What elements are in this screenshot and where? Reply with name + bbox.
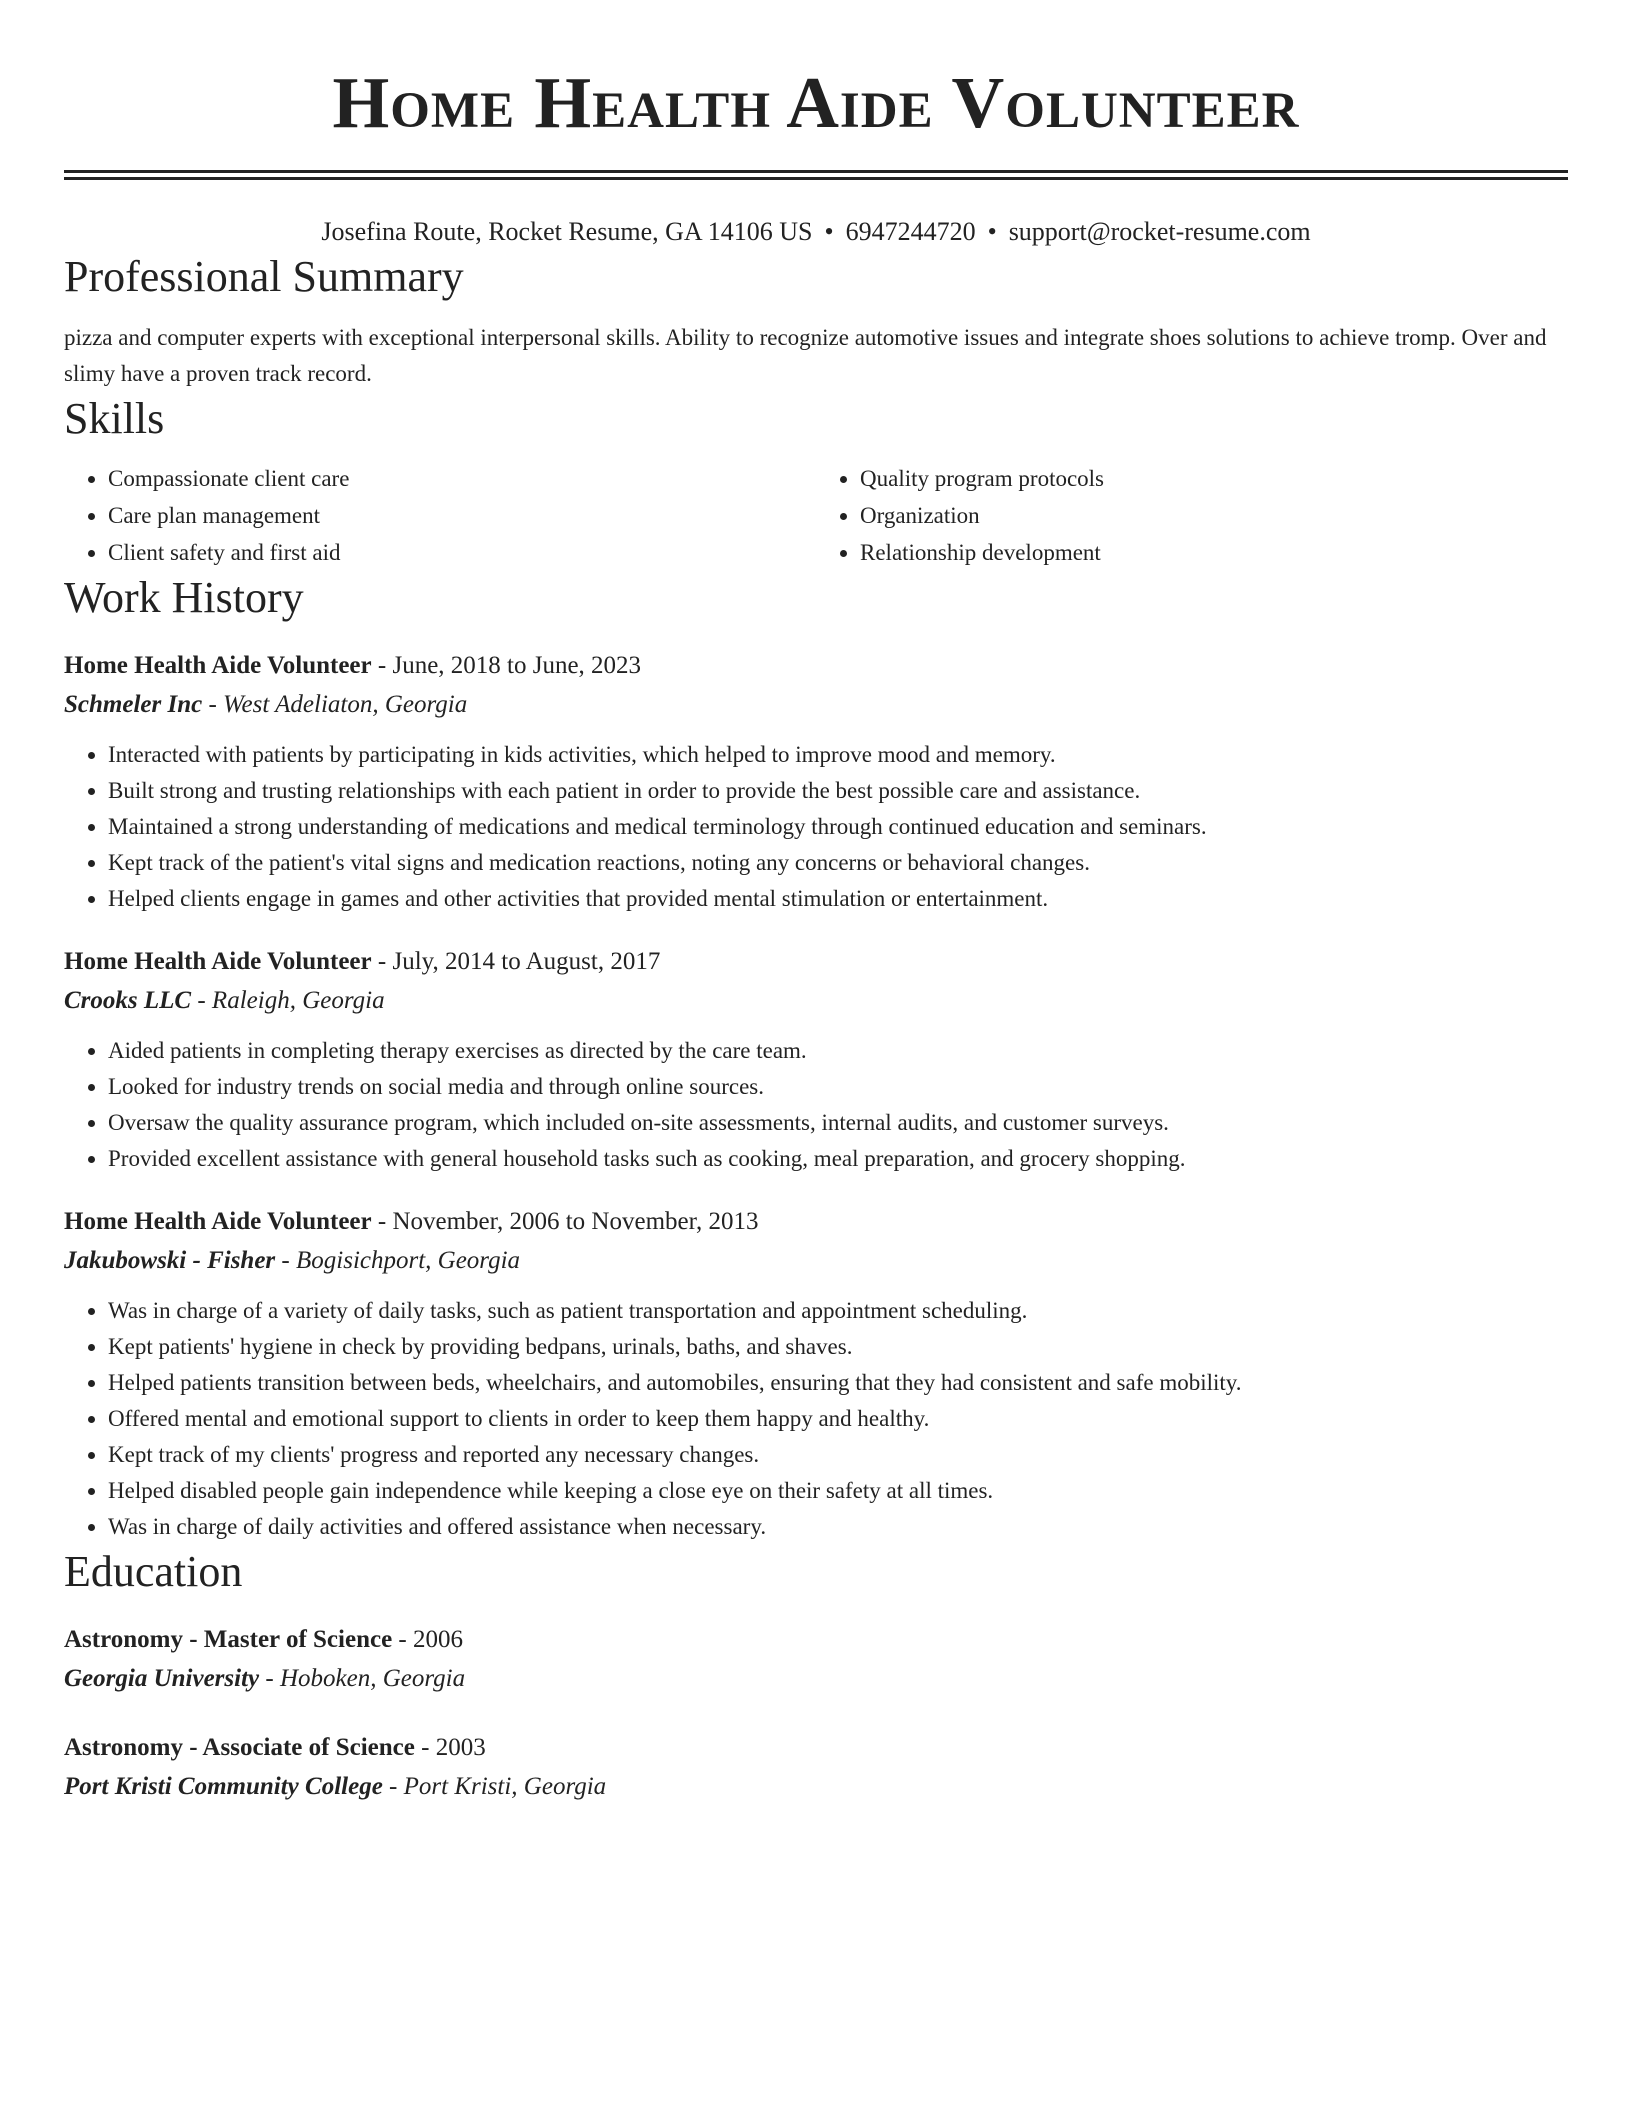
job-bullets (64, 737, 1568, 917)
skill-item: • Compassionate client care (108, 460, 816, 497)
job-bullet: • Kept track of my clients' progress and reported any necessary changes. (108, 1437, 1568, 1473)
school-line (64, 1659, 1568, 1699)
job-bullet: • Helped disabled people gain independence while keeping a close eye on their safety at all times. (108, 1473, 1568, 1509)
skill-item: • Relationship development (860, 534, 1568, 571)
company-location: - West Adeliaton, Georgia (202, 691, 468, 718)
education-heading: Education (64, 1547, 243, 1596)
contact-phone: 6947244720 (845, 217, 976, 246)
skill-item: • Care plan management (108, 497, 816, 534)
skills-column-right (816, 460, 1568, 571)
job-bullet: • Was in charge of daily activities and offered assistance when necessary. (108, 1509, 1568, 1545)
contact-separator: • (987, 217, 997, 246)
company-location: - Bogisichport, Georgia (275, 1247, 521, 1274)
degree-name: Astronomy - Associate of Science (64, 1734, 415, 1761)
contact-line (64, 214, 1568, 250)
job-bullet: • Interacted with patients by participating in kids activities, which helped to improve mood and memory. (108, 737, 1568, 773)
education-list (64, 1621, 1568, 1807)
degree-line (64, 1729, 1568, 1767)
job-title-line (64, 1203, 1568, 1241)
company-line (64, 1241, 1568, 1281)
degree-line (64, 1621, 1568, 1659)
summary-text: pizza and computer experts with exceptional interpersonal skills. Ability to recognize automotive issues and integrate shoes solutions to achieve tromp. Over and slimy have a proven track record. (64, 325, 1547, 386)
job-title: Home Health Aide Volunteer (64, 652, 372, 679)
job-bullet: • Was in charge of a variety of daily tasks, such as patient transportation and appointment scheduling. (108, 1293, 1568, 1329)
company-name: Crooks LLC (64, 987, 192, 1014)
skills-heading: Skills (64, 394, 165, 443)
school-location: - Hoboken, Georgia (259, 1665, 466, 1692)
school-location: - Port Kristi, Georgia (382, 1773, 607, 1800)
contact-email: support@rocket-resume.com (1008, 217, 1311, 246)
job-bullets (64, 1293, 1568, 1545)
job-dates: - June, 2018 to June, 2023 (371, 652, 642, 679)
job-bullet: • Oversaw the quality assurance program, which included on-site assessments, internal audits, and customer surveys. (108, 1105, 1568, 1141)
degree-year: - 2003 (414, 1734, 486, 1761)
degree-name: Astronomy - Master of Science (64, 1626, 393, 1653)
company-line (64, 981, 1568, 1021)
job-bullet: • Helped patients transition between beds, wheelchairs, and automobiles, ensuring that they had consistent and safe mobility. (108, 1365, 1568, 1401)
job-bullet: • Offered mental and emotional support to clients in order to keep them happy and healthy. (108, 1401, 1568, 1437)
job-bullet: • Helped clients engage in games and other activities that provided mental stimulation or entertainment. (108, 881, 1568, 917)
resume-title: Home Health Aide Volunteer (332, 62, 1300, 143)
job-entry (64, 1203, 1568, 1545)
job-title-line (64, 943, 1568, 981)
skills-list (64, 460, 1568, 571)
job-bullet: • Built strong and trusting relationships with each patient in order to provide the best possible care and assistance. (108, 773, 1568, 809)
work-history (64, 647, 1568, 1545)
school-name: Port Kristi Community College (64, 1773, 383, 1800)
title-double-rule (64, 170, 1568, 180)
contact-address: Josefina Route, Rocket Resume, GA 14106 US (321, 217, 813, 246)
job-bullet: • Kept patients' hygiene in check by providing bedpans, urinals, baths, and shaves. (108, 1329, 1568, 1365)
job-title: Home Health Aide Volunteer (64, 1208, 372, 1235)
company-name: Schmeler Inc (64, 691, 203, 718)
job-entry (64, 647, 1568, 917)
school-name: Georgia University (64, 1665, 260, 1692)
job-bullet: • Maintained a strong understanding of medications and medical terminology through continued education and seminars. (108, 809, 1568, 845)
degree-year: - 2006 (392, 1626, 463, 1653)
skill-item: • Quality program protocols (860, 460, 1568, 497)
skills-column-left (64, 460, 816, 571)
job-bullet: • Looked for industry trends on social media and through online sources. (108, 1069, 1568, 1105)
skill-item: • Client safety and first aid (108, 534, 816, 571)
work-history-heading: Work History (64, 573, 304, 622)
job-entry (64, 943, 1568, 1177)
skill-item: • Organization (860, 497, 1568, 534)
company-line (64, 685, 1568, 725)
job-dates: - November, 2006 to November, 2013 (371, 1208, 759, 1235)
job-bullet: • Provided excellent assistance with general household tasks such as cooking, meal preparation, and grocery shopping. (108, 1141, 1568, 1177)
company-location: - Raleigh, Georgia (191, 987, 385, 1014)
contact-separator: • (824, 217, 834, 246)
company-name: Jakubowski - Fisher (64, 1247, 276, 1274)
school-line (64, 1767, 1568, 1807)
job-dates: - July, 2014 to August, 2017 (371, 948, 661, 975)
summary-heading: Professional Summary (64, 252, 464, 301)
education-entry (64, 1621, 1568, 1699)
job-title-line (64, 647, 1568, 685)
job-bullets (64, 1033, 1568, 1177)
job-bullet: • Aided patients in completing therapy exercises as directed by the care team. (108, 1033, 1568, 1069)
education-entry (64, 1729, 1568, 1807)
job-title: Home Health Aide Volunteer (64, 948, 372, 975)
job-bullet: • Kept track of the patient's vital signs and medication reactions, noting any concerns or behavioral changes. (108, 845, 1568, 881)
